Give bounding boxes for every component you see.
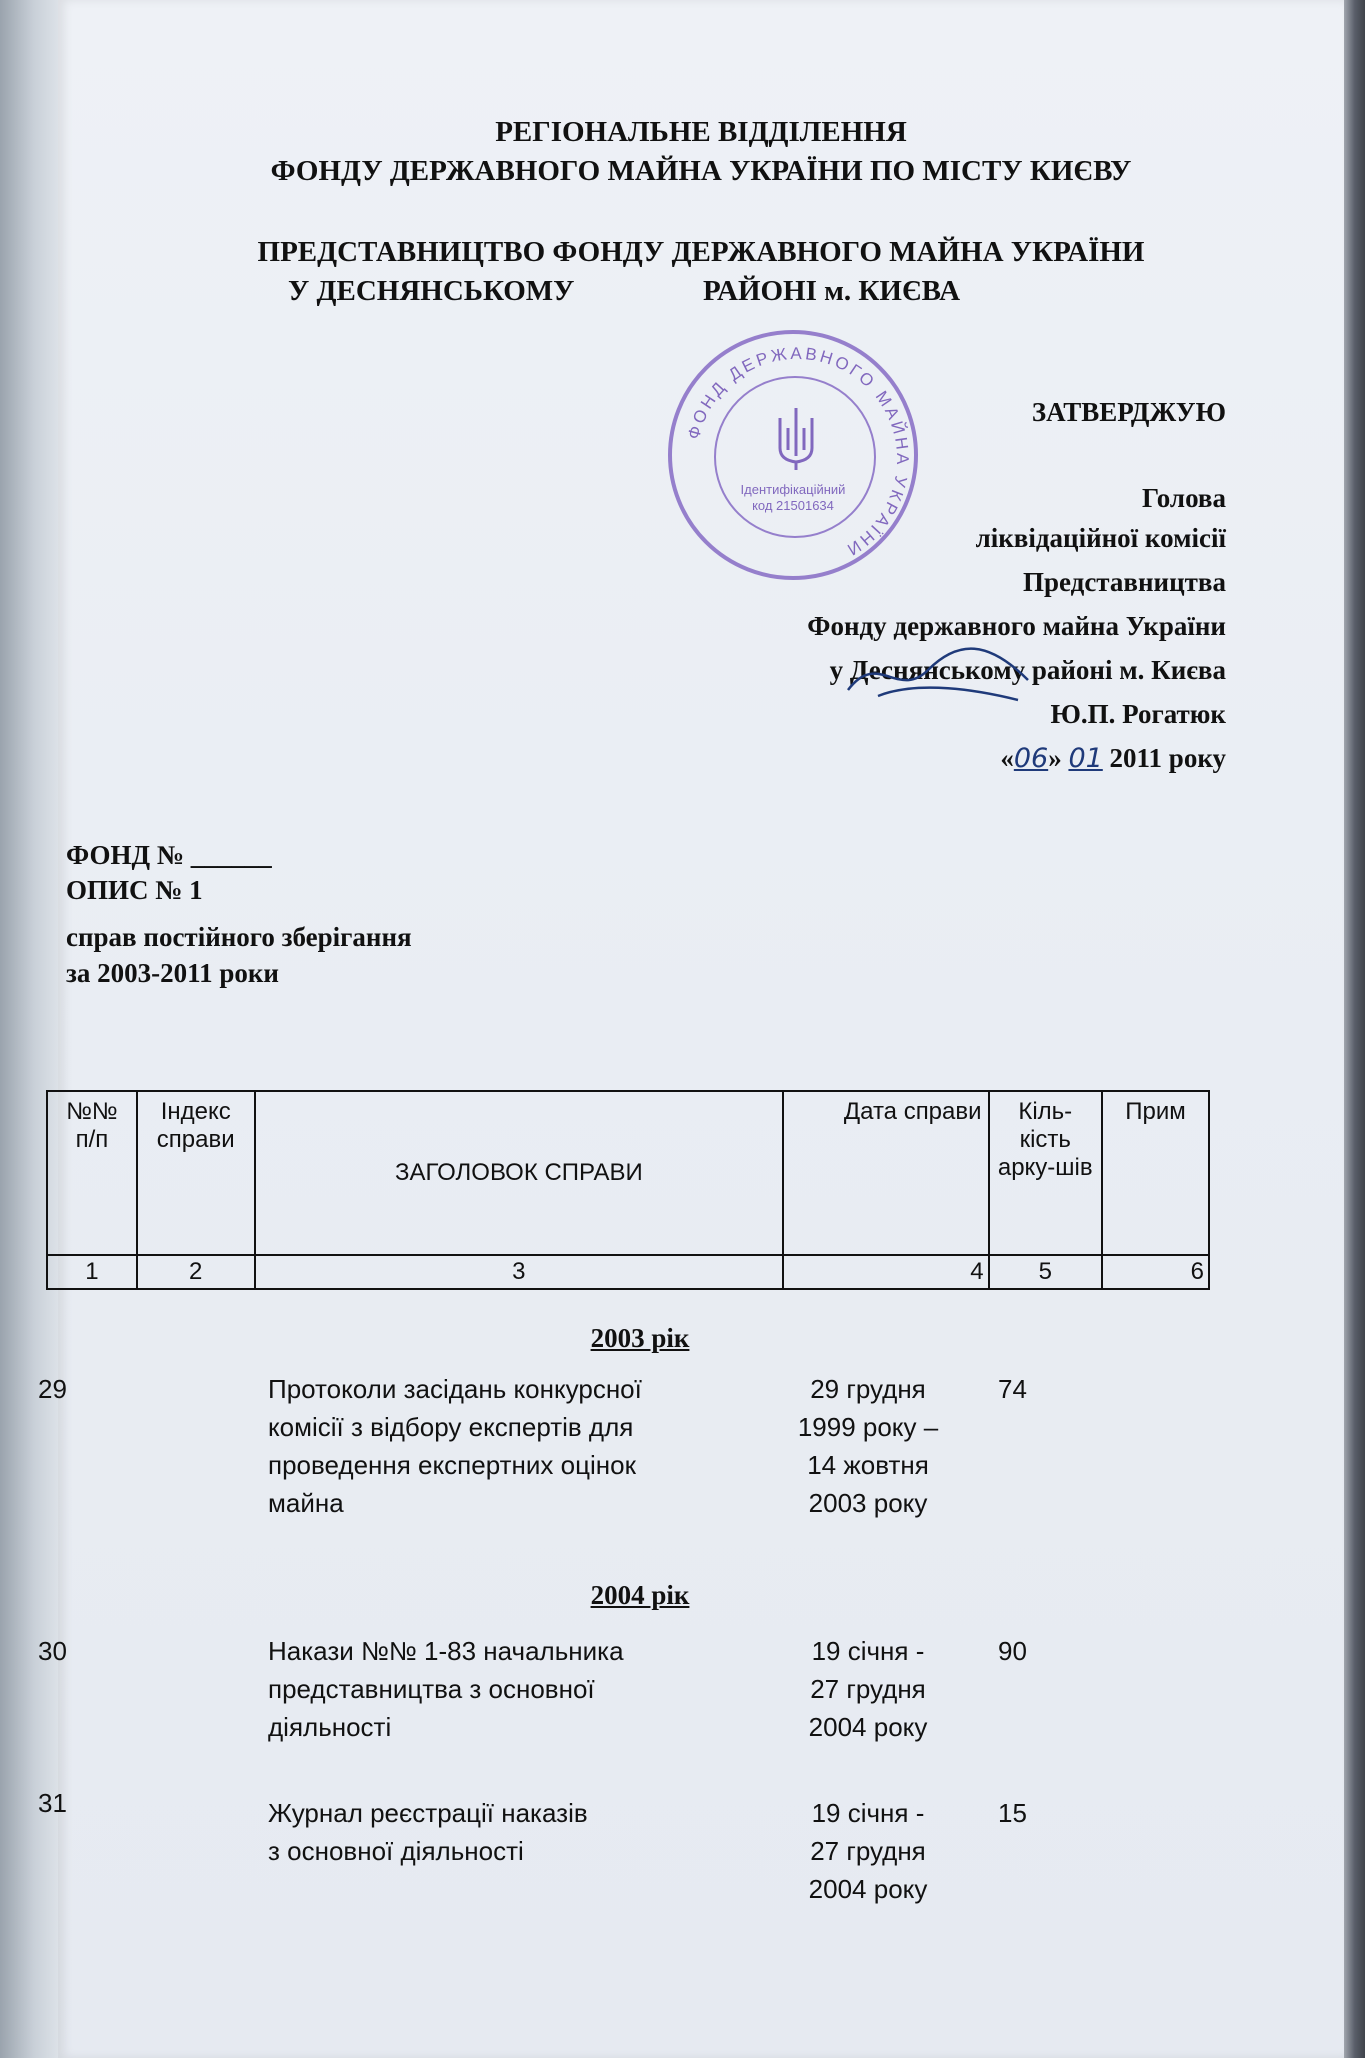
approval-date-year: 2011 року (1109, 743, 1226, 773)
row-title-line: Журнал реєстрації наказів (268, 1798, 588, 1828)
row-date-line: 19 січня - (811, 1798, 925, 1828)
row-title (268, 1370, 642, 1522)
approval-name: Ю.П. Рогатюк (1050, 699, 1226, 729)
row-number: 30 (38, 1636, 67, 1666)
row-title-line: з основної діяльності (268, 1836, 524, 1866)
section-year: 2003 рік (590, 1323, 690, 1353)
row-date-line: 14 жовтня (807, 1450, 929, 1480)
approval-date (1000, 738, 1226, 779)
opis-years: за 2003-2011 роки (66, 958, 279, 988)
approval-date-mid: » (1048, 743, 1062, 773)
column-number: 1 (47, 1255, 137, 1289)
header-cell: Прим (1102, 1091, 1209, 1255)
header-line-4a: У ДЕСНЯНСЬКОМУ (288, 275, 575, 307)
header-cell: Дата справи (783, 1091, 988, 1255)
row-sheets: 15 (998, 1798, 1027, 1828)
table-header-row (47, 1091, 1209, 1255)
row-date (758, 1794, 978, 1908)
header-line-1: РЕГІОНАЛЬНЕ ВІДДІЛЕННЯ (495, 116, 907, 148)
row-date-line: 29 грудня (810, 1374, 926, 1404)
row-title-line: майна (268, 1488, 344, 1518)
approval-title: ЗАТВЕРДЖУЮ (1031, 397, 1226, 427)
stamp-id-code: код 21501634 (752, 498, 834, 513)
row-date-line: 27 грудня (810, 1836, 926, 1866)
row-date (758, 1370, 978, 1522)
approval-date-month: 01 (1068, 743, 1103, 774)
row-title (268, 1632, 624, 1746)
row-title-line: Протоколи засідань конкурсної (268, 1374, 642, 1404)
approval-position-1: Голова (1141, 483, 1226, 513)
approval-position-4: Фонду державного майна України (807, 611, 1226, 641)
column-number: 6 (1102, 1255, 1209, 1289)
row-number: 31 (38, 1788, 67, 1818)
row-title-line: Накази №№ 1-83 начальника (268, 1636, 624, 1666)
approval-position-5: у Деснянському районі м. Києва (829, 655, 1226, 685)
stamp-ring-text: ФОНД ДЕРЖАВНОГО МАЙНА УКРАЇНИ (683, 343, 913, 561)
header-line-4b: РАЙОНІ м. КИЄВА (703, 275, 961, 307)
header-cell: №№ п/п (47, 1091, 137, 1255)
stamp-id-label: Ідентифікаційний (740, 482, 846, 497)
row-title-line: проведення експертних оцінок (268, 1450, 636, 1480)
header-line-2: ФОНДУ ДЕРЖАВНОГО МАЙНА УКРАЇНИ ПО МІСТУ КИЄВУ (270, 155, 1132, 187)
row-title (268, 1794, 588, 1870)
row-date (758, 1632, 978, 1746)
row-date-line: 27 грудня (810, 1674, 926, 1704)
row-date-line: 19 січня - (811, 1636, 925, 1666)
approval-date-open: « (1000, 743, 1014, 773)
approval-position-2: ліквідаційної комісії (975, 523, 1226, 553)
row-date-line: 1999 року – (797, 1412, 939, 1442)
row-number: 29 (38, 1374, 67, 1404)
column-number: 2 (137, 1255, 255, 1289)
column-number: 3 (255, 1255, 784, 1289)
column-number: 4 (783, 1255, 988, 1289)
signature-mark (838, 630, 1038, 710)
row-title-line: діяльності (268, 1712, 392, 1742)
row-sheets: 74 (998, 1374, 1027, 1404)
opis-table (46, 1090, 1210, 1290)
row-date-line: 2004 року (808, 1874, 928, 1904)
approval-date-day: 06 (1013, 743, 1049, 774)
row-date-line: 2004 року (808, 1712, 928, 1742)
document-page (38, 0, 1344, 2058)
row-sheets: 90 (998, 1636, 1027, 1666)
header-line-3: ПРЕДСТАВНИЦТВО ФОНДУ ДЕРЖАВНОГО МАЙНА УКРАЇНИ (257, 236, 1145, 268)
header-cell: ЗАГОЛОВОК СПРАВИ (255, 1091, 784, 1255)
opis-description: справ постійного зберігання (66, 922, 412, 952)
fond-label: ФОНД № ______ (66, 840, 272, 870)
row-title-line: комісії з відбору експертів для (268, 1412, 634, 1442)
row-date-line: 2003 року (808, 1488, 928, 1518)
official-stamp (668, 330, 918, 580)
trident-icon (770, 404, 822, 474)
opis-label: ОПИС № 1 (66, 875, 203, 905)
approval-position-3: Представництва (1023, 567, 1226, 597)
scan-left-edge (0, 0, 62, 2058)
header-cell: Індекс справи (137, 1091, 255, 1255)
section-year: 2004 рік (590, 1580, 690, 1610)
table-number-row (47, 1255, 1209, 1289)
column-number: 5 (989, 1255, 1102, 1289)
header-cell: Кіль-кість арку-шів (989, 1091, 1102, 1255)
row-title-line: представництва з основної (268, 1674, 595, 1704)
